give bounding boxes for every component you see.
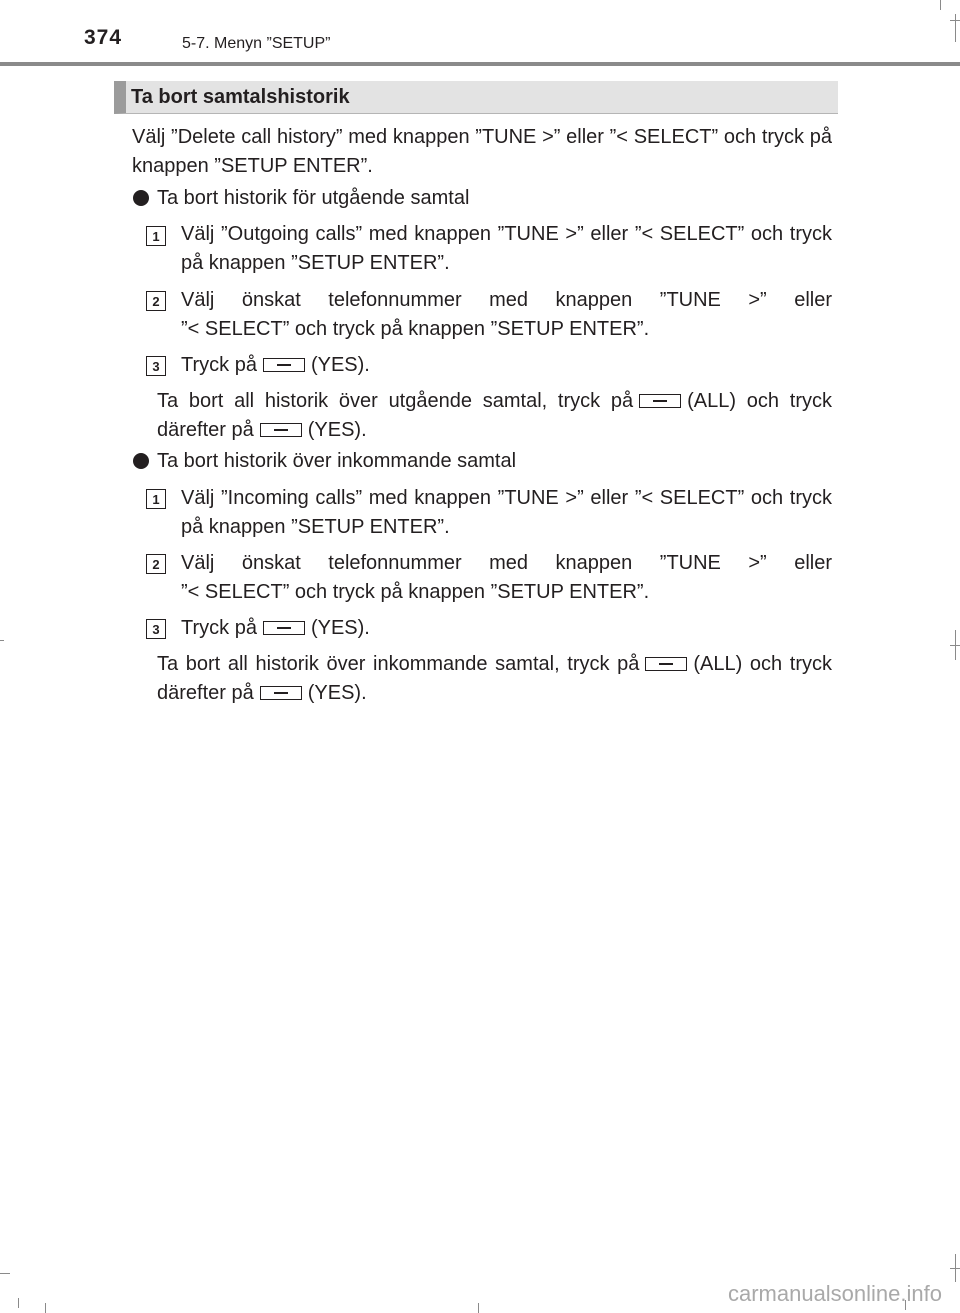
button-symbol-icon [260,686,302,700]
incoming-step-3-after: (YES). [310,617,370,639]
crop-mark [18,1298,19,1308]
outgoing-step-3-after: (YES). [310,354,370,376]
button-symbol-icon [639,394,681,408]
step-number-3: 3 [146,356,166,376]
step-number-3: 3 [146,619,166,639]
section-heading [114,81,838,114]
incoming-note [157,650,832,708]
crop-mark [478,1303,479,1313]
incoming-step-2-line-2: ”< SELECT” och tryck på knappen ”SETUP ENTER”. [181,581,650,603]
incoming-note-part-2: (ALL) och tryck därefter på [157,653,832,704]
crop-mark [0,1273,10,1274]
crop-mark [45,1303,46,1313]
section-heading-text: Ta bort samtalshistorik [131,86,350,108]
crop-mark [0,640,4,641]
bullet-dot-icon [133,190,149,206]
crop-mark [955,1254,956,1282]
outgoing-step-3 [181,351,370,380]
watermark: carmanualsonline.info [727,1281,942,1306]
crop-mark [955,630,956,660]
bullet-dot-icon [133,453,149,469]
bullet-outgoing: Ta bort historik för utgående samtal [157,187,470,209]
crop-mark [940,0,941,10]
outgoing-note-part-2: (ALL) och tryck därefter på [157,390,832,441]
incoming-note-part-3: (YES). [307,682,367,704]
incoming-step-1-text: Välj ”Incoming calls” med knappen ”TUNE >” eller ”< SELECT” och tryck på knappen ”SETUP ENTER”. [181,487,832,538]
header-rule [0,62,960,66]
outgoing-note-part-1: Ta bort all historik över utgående samtal, tryck på [157,390,634,412]
crop-mark [955,14,956,42]
incoming-step-3 [181,614,370,643]
button-symbol-icon [263,621,305,635]
incoming-step-2-line-1: Välj önskat telefonnummer med knappen ”TUNE >” eller [181,552,832,574]
outgoing-note-part-3: (YES). [307,419,367,441]
step-number-2: 2 [146,291,166,311]
button-symbol-icon [263,358,305,372]
page-number: 374 [84,26,123,49]
button-symbol-icon [645,657,687,671]
step-number-1: 1 [146,489,166,509]
outgoing-step-2-line-2: ”< SELECT” och tryck på knappen ”SETUP ENTER”. [181,318,650,340]
incoming-note-part-1: Ta bort all historik över inkommande samtal, tryck på [157,653,640,675]
running-header: 5-7. Menyn ”SETUP” [182,35,331,52]
step-number-2: 2 [146,554,166,574]
bullet-incoming: Ta bort historik över inkommande samtal [157,450,517,472]
step-number-1: 1 [146,226,166,246]
outgoing-step-1-text: Välj ”Outgoing calls” med knappen ”TUNE >” eller ”< SELECT” och tryck på knappen ”SETUP ENTER”. [181,223,832,274]
button-symbol-icon [260,423,302,437]
outgoing-step-2-line-1: Välj önskat telefonnummer med knappen ”TUNE >” eller [181,289,832,311]
outgoing-note [157,387,832,445]
outgoing-step-3-before: Tryck på [181,354,257,376]
intro-paragraph: Välj ”Delete call history” med knappen ”TUNE >” eller ”< SELECT” och tryck på knappen ”SETUP ENTER”. [132,126,832,177]
incoming-step-3-before: Tryck på [181,617,257,639]
